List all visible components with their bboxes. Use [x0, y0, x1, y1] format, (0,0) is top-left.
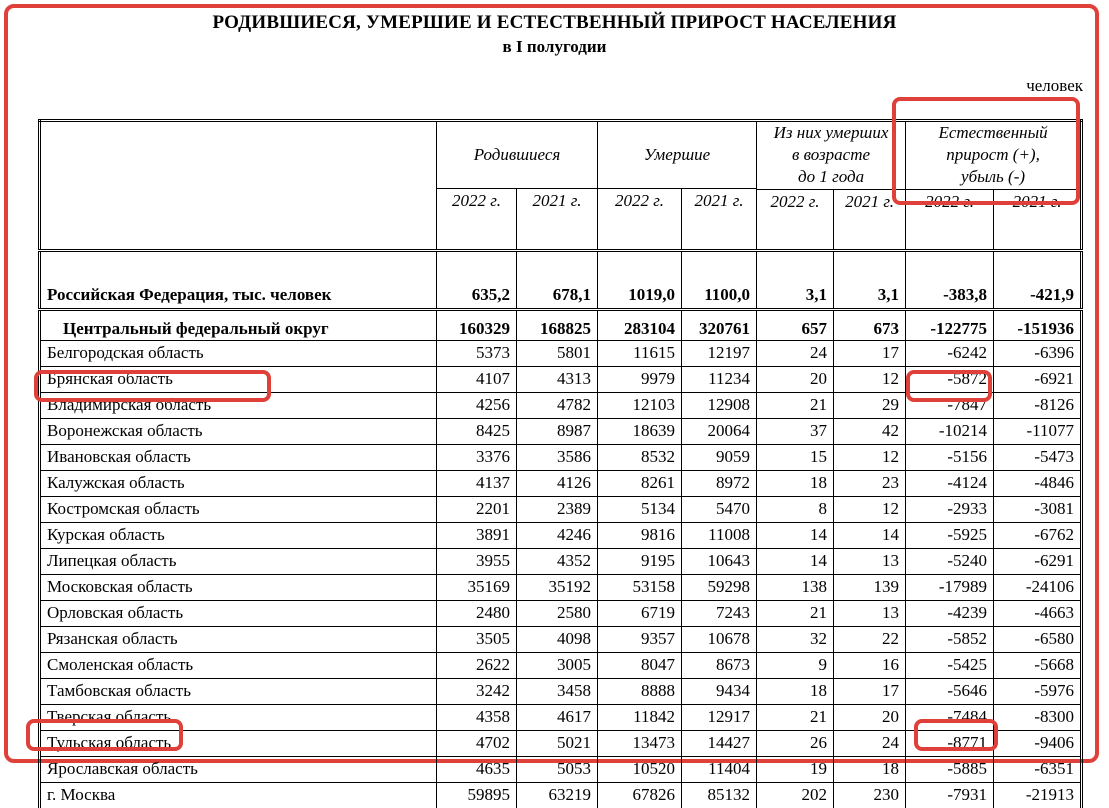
cell-value: 21 — [757, 704, 834, 730]
cell-value: 138 — [757, 574, 834, 600]
cell-value: 2622 — [437, 652, 517, 678]
cell-value: -4846 — [994, 470, 1082, 496]
header-infant-line1: Из них умерших — [773, 123, 889, 142]
cell-value: 14 — [834, 522, 906, 548]
row-name: Брянская область — [40, 366, 437, 392]
cell-value: 8987 — [517, 418, 598, 444]
cell-value: 12 — [834, 496, 906, 522]
cell-value: 12908 — [682, 392, 757, 418]
cell-value: 5134 — [598, 496, 682, 522]
table-row — [40, 548, 1082, 574]
row-name: Тверская область — [40, 704, 437, 730]
cell-value: 673 — [834, 309, 906, 340]
cell-value: -5646 — [906, 678, 994, 704]
cell-value: 14427 — [682, 730, 757, 756]
cell-value: 22 — [834, 626, 906, 652]
cell-value: 20 — [757, 366, 834, 392]
header-born-2022: 2022 г. — [437, 188, 517, 250]
table-row — [40, 600, 1082, 626]
row-name: Липецкая область — [40, 548, 437, 574]
cell-value: 3376 — [437, 444, 517, 470]
cell-value: 9816 — [598, 522, 682, 548]
cell-value: 5373 — [437, 340, 517, 366]
cell-value: 3505 — [437, 626, 517, 652]
cell-value: 14 — [757, 548, 834, 574]
cell-value: 139 — [834, 574, 906, 600]
cell-value: 2201 — [437, 496, 517, 522]
cell-value: 4617 — [517, 704, 598, 730]
header-infant-line2: в возрасте — [791, 145, 871, 164]
cell-value: -3081 — [994, 496, 1082, 522]
cell-value: 18 — [834, 756, 906, 782]
row-name: Тамбовская область — [40, 678, 437, 704]
cell-value: 5470 — [682, 496, 757, 522]
cell-value: 7243 — [682, 600, 757, 626]
cell-value: 3005 — [517, 652, 598, 678]
cell-value: -4663 — [994, 600, 1082, 626]
cell-value: 5021 — [517, 730, 598, 756]
cell-value: 29 — [834, 392, 906, 418]
cell-value: 4126 — [517, 470, 598, 496]
cell-value: 12 — [834, 366, 906, 392]
cell-value: 15 — [757, 444, 834, 470]
cell-value: -10214 — [906, 418, 994, 444]
table-row — [40, 522, 1082, 548]
cell-value: 11008 — [682, 522, 757, 548]
cell-value: 9059 — [682, 444, 757, 470]
header-died: Умершие — [598, 121, 757, 189]
table-row — [40, 340, 1082, 366]
table-row — [40, 444, 1082, 470]
cell-value: -9406 — [994, 730, 1082, 756]
cell-value: 4702 — [437, 730, 517, 756]
cell-value: 3242 — [437, 678, 517, 704]
header-died-2021: 2021 г. — [682, 188, 757, 250]
cell-value: 3586 — [517, 444, 598, 470]
cell-value: 63219 — [517, 782, 598, 808]
cell-value: -2933 — [906, 496, 994, 522]
cell-value: 16 — [834, 652, 906, 678]
highlight-natural-header — [892, 97, 1080, 205]
cell-value: 168825 — [517, 309, 598, 340]
cell-value: 8261 — [598, 470, 682, 496]
header-corner — [40, 121, 437, 251]
cell-value: 4098 — [517, 626, 598, 652]
cell-value: 42 — [834, 418, 906, 444]
header-born-2021: 2021 г. — [517, 188, 598, 250]
header-natural-line2: прирост (+), — [946, 145, 1040, 164]
table-row — [40, 782, 1082, 808]
cell-value: -151936 — [994, 309, 1082, 340]
cell-value: 12197 — [682, 340, 757, 366]
cell-value: 37 — [757, 418, 834, 444]
cell-value: 12 — [834, 444, 906, 470]
table-row — [40, 756, 1082, 782]
cell-value: -122775 — [906, 309, 994, 340]
header-natural-2021: 2021 г. — [994, 189, 1082, 250]
cell-value: 3458 — [517, 678, 598, 704]
cell-value: -5240 — [906, 548, 994, 574]
row-name: Курская область — [40, 522, 437, 548]
cell-value: -6291 — [994, 548, 1082, 574]
cell-value: 18 — [757, 470, 834, 496]
row-name: Ивановская область — [40, 444, 437, 470]
cell-value: 4313 — [517, 366, 598, 392]
cell-value: 12917 — [682, 704, 757, 730]
cell-value: 59895 — [437, 782, 517, 808]
cell-value: 9434 — [682, 678, 757, 704]
cell-value: 8673 — [682, 652, 757, 678]
cell-value: 32 — [757, 626, 834, 652]
header-natural-line3: убыль (-) — [961, 167, 1026, 186]
row-name: Ярославская область — [40, 756, 437, 782]
cell-value: 4358 — [437, 704, 517, 730]
header-infant-2021: 2021 г. — [834, 189, 906, 250]
cell-value: -5425 — [906, 652, 994, 678]
cell-value: 8425 — [437, 418, 517, 444]
row-name: Российская Федерация, тыс. человек — [40, 250, 437, 309]
cell-value: 3955 — [437, 548, 517, 574]
cell-value: 24 — [757, 340, 834, 366]
row-name: Владимирская область — [40, 392, 437, 418]
cell-value: 4352 — [517, 548, 598, 574]
table-row — [40, 470, 1082, 496]
table-row — [40, 678, 1082, 704]
cell-value: 23 — [834, 470, 906, 496]
cell-value: 10520 — [598, 756, 682, 782]
cell-value: 8047 — [598, 652, 682, 678]
row-name: Смоленская область — [40, 652, 437, 678]
cell-value: -5852 — [906, 626, 994, 652]
cell-value: -5976 — [994, 678, 1082, 704]
cell-value: 59298 — [682, 574, 757, 600]
cell-value: -24106 — [994, 574, 1082, 600]
cell-value: 5053 — [517, 756, 598, 782]
cell-value: 3,1 — [757, 250, 834, 309]
row-name: Московская область — [40, 574, 437, 600]
cell-value: 4782 — [517, 392, 598, 418]
table-row-total — [40, 250, 1082, 309]
cell-value: 11234 — [682, 366, 757, 392]
cell-value: 9 — [757, 652, 834, 678]
header-natural-2022: 2022 г. — [906, 189, 994, 250]
cell-value: -8771 — [906, 730, 994, 756]
cell-value: 85132 — [682, 782, 757, 808]
cell-value: 10643 — [682, 548, 757, 574]
cell-value: -6762 — [994, 522, 1082, 548]
cell-value: 10678 — [682, 626, 757, 652]
cell-value: 283104 — [598, 309, 682, 340]
cell-value: 6719 — [598, 600, 682, 626]
table-row-district — [40, 309, 1082, 340]
cell-value: -421,9 — [994, 250, 1082, 309]
cell-value: 635,2 — [437, 250, 517, 309]
cell-value: -5885 — [906, 756, 994, 782]
cell-value: -5156 — [906, 444, 994, 470]
cell-value: -5872 — [906, 366, 994, 392]
cell-value: -6351 — [994, 756, 1082, 782]
cell-value: 1019,0 — [598, 250, 682, 309]
cell-value: 678,1 — [517, 250, 598, 309]
cell-value: 26 — [757, 730, 834, 756]
cell-value: 21 — [757, 392, 834, 418]
cell-value: -6580 — [994, 626, 1082, 652]
cell-value: 9195 — [598, 548, 682, 574]
cell-value: 4137 — [437, 470, 517, 496]
cell-value: -11077 — [994, 418, 1082, 444]
highlight-moscow-name — [26, 719, 183, 751]
header-infant — [757, 121, 906, 189]
cell-value: -7931 — [906, 782, 994, 808]
cell-value: -6921 — [994, 366, 1082, 392]
cell-value: 5801 — [517, 340, 598, 366]
cell-value: 14 — [757, 522, 834, 548]
row-name: Костромская область — [40, 496, 437, 522]
cell-value: 18 — [757, 678, 834, 704]
cell-value: 160329 — [437, 309, 517, 340]
table-row — [40, 574, 1082, 600]
cell-value: -17989 — [906, 574, 994, 600]
cell-value: 17 — [834, 340, 906, 366]
highlight-voronezh-value — [906, 370, 992, 402]
cell-value: -7847 — [906, 392, 994, 418]
cell-value: 2480 — [437, 600, 517, 626]
cell-value: 657 — [757, 309, 834, 340]
cell-value: -5473 — [994, 444, 1082, 470]
cell-value: 67826 — [598, 782, 682, 808]
row-name: г. Москва — [40, 782, 437, 808]
header-infant-line3: до 1 года — [797, 167, 865, 186]
cell-value: 202 — [757, 782, 834, 808]
cell-value: 19 — [757, 756, 834, 782]
cell-value: -5668 — [994, 652, 1082, 678]
cell-value: 11404 — [682, 756, 757, 782]
units-label: человек — [1026, 76, 1083, 95]
cell-value: 320761 — [682, 309, 757, 340]
cell-value: -383,8 — [906, 250, 994, 309]
cell-value: 8532 — [598, 444, 682, 470]
cell-value: -5925 — [906, 522, 994, 548]
table-row — [40, 652, 1082, 678]
cell-value: 1100,0 — [682, 250, 757, 309]
cell-value: 20 — [834, 704, 906, 730]
cell-value: 18639 — [598, 418, 682, 444]
cell-value: 4107 — [437, 366, 517, 392]
cell-value: 8 — [757, 496, 834, 522]
cell-value: 3,1 — [834, 250, 906, 309]
row-name: Калужская область — [40, 470, 437, 496]
cell-value: 11615 — [598, 340, 682, 366]
cell-value: 13 — [834, 548, 906, 574]
cell-value: -7484 — [906, 704, 994, 730]
cell-value: 4246 — [517, 522, 598, 548]
cell-value: -4239 — [906, 600, 994, 626]
cell-value: 12103 — [598, 392, 682, 418]
highlight-moscow-value — [914, 719, 998, 751]
header-born: Родившиеся — [437, 121, 598, 189]
cell-value: 24 — [834, 730, 906, 756]
page-title: РОДИВШИЕСЯ, УМЕРШИЕ И ЕСТЕСТВЕННЫЙ ПРИРОСТ НАСЕЛЕНИЯ — [212, 12, 897, 33]
cell-value: 230 — [834, 782, 906, 808]
cell-value: -6396 — [994, 340, 1082, 366]
cell-value: 2580 — [517, 600, 598, 626]
page-subtitle: в I полугодии — [502, 37, 607, 56]
table-row — [40, 626, 1082, 652]
row-name: Воронежская область — [40, 418, 437, 444]
cell-value: 20064 — [682, 418, 757, 444]
cell-value: 8972 — [682, 470, 757, 496]
table-row — [40, 496, 1082, 522]
cell-value: -21913 — [994, 782, 1082, 808]
cell-value: 4635 — [437, 756, 517, 782]
cell-value: 11842 — [598, 704, 682, 730]
cell-value: 13473 — [598, 730, 682, 756]
cell-value: 2389 — [517, 496, 598, 522]
cell-value: 4256 — [437, 392, 517, 418]
row-name: Тульская область — [40, 730, 437, 756]
cell-value: 9979 — [598, 366, 682, 392]
cell-value: -4124 — [906, 470, 994, 496]
cell-value: 17 — [834, 678, 906, 704]
cell-value: 8888 — [598, 678, 682, 704]
row-name: Белгородская область — [40, 340, 437, 366]
cell-value: 9357 — [598, 626, 682, 652]
cell-value: 21 — [757, 600, 834, 626]
cell-value: 53158 — [598, 574, 682, 600]
cell-value: 35169 — [437, 574, 517, 600]
table-row — [40, 418, 1082, 444]
row-name: Орловская область — [40, 600, 437, 626]
header-died-2022: 2022 г. — [598, 188, 682, 250]
cell-value: -6242 — [906, 340, 994, 366]
cell-value: 3891 — [437, 522, 517, 548]
header-infant-2022: 2022 г. — [757, 189, 834, 250]
row-name: Рязанская область — [40, 626, 437, 652]
cell-value: -8300 — [994, 704, 1082, 730]
cell-value: 13 — [834, 600, 906, 626]
cell-value: 35192 — [517, 574, 598, 600]
cell-value: -8126 — [994, 392, 1082, 418]
highlight-voronezh-name — [34, 370, 271, 402]
row-name: Центральный федеральный округ — [40, 309, 437, 340]
population-table — [38, 119, 1083, 808]
header-natural-line1: Естественный — [938, 123, 1048, 142]
